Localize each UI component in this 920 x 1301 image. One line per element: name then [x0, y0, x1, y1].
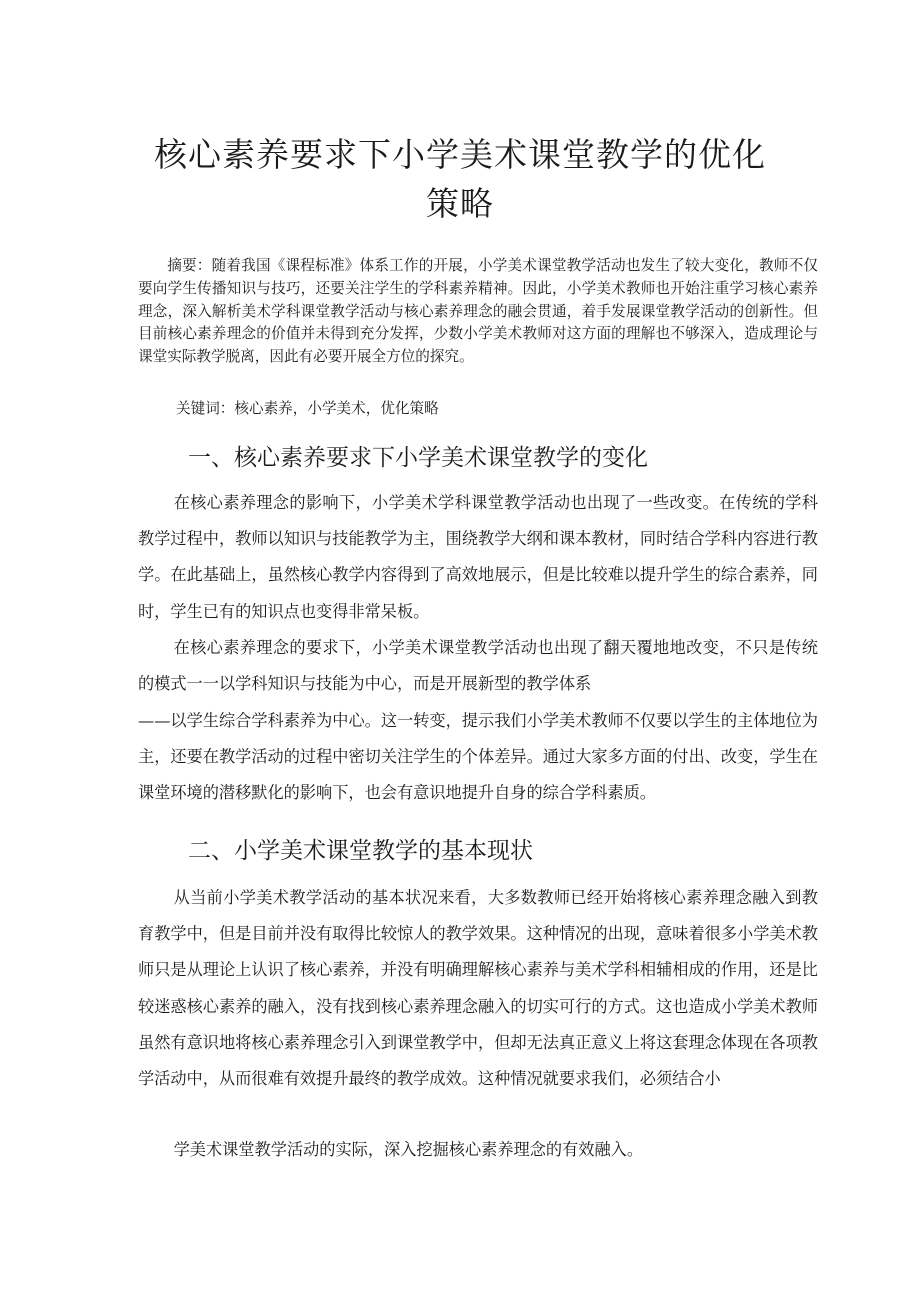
abstract: 摘要：随着我国《课程标准》体系工作的开展，小学美术课堂教学活动也发生了较大变化，教师不仅要向学生传播知识与技巧，还要关注学生的学科素养精神。因此，小学美术教师也开始注重学习核心素养理念，深入解析美术学科课堂教学活动与核心素养理念的融会贯通，着手发展课堂教学活动的创新性。但目前核心素养理念的价值并未得到充分发挥，少数小学美术教师对这方面的理解也不够深入，造成理论与课堂实际教学脱离，因此有必要开展全方位的探究。: [138, 257, 818, 366]
document-title-line-1: 核心素养要求下小学美术课堂教学的优化: [154, 135, 766, 174]
section-1-paragraph-2-continued: ——以学生综合学科素养为中心。这一转变，提示我们小学美术教师不仅要以学生的主体地位为主，还要在教学活动的过程中密切关注学生的个体差异。通过大家多方面的付出、改变，学生在课堂环境的潜移默化的影响下，也会有意识地提升自身的综合学科素质。: [138, 711, 818, 803]
section-1-paragraph-2: 在核心素养理念的要求下，小学美术课堂教学活动也出现了翻天覆地地改变，不只是传统的模式一一以学科知识与技能为中心，而是开展新型的教学体系: [138, 638, 818, 694]
section-2-heading: 二、小学美术课堂教学的基本现状: [188, 838, 533, 864]
section-2-paragraph-1: 从当前小学美术教学活动的基本状况来看，大多数教师已经开始将核心素养理念融入到教育教学中，但是目前并没有取得比较惊人的教学效果。这种情况的出现，意味着很多小学美术教师只是从理论上认识了核心素养，并没有明确理解核心素养与美术学科相辅相成的作用，还是比较迷惑核心素养的融入，没有找到核心素养理念融入的切实可行的方式。这也造成小学美术教师虽然有意识地将核心素养理念引入到课堂教学中，但却无法真正意义上将这套理念体现在各项教学活动中，从而很难有效提升最终的教学成效。这种情况就要求我们，必须结合小: [138, 888, 818, 1089]
document-title-line-2: 策略: [426, 184, 494, 223]
section-1-heading: 一、核心素养要求下小学美术课堂教学的变化: [188, 445, 648, 471]
section-2-paragraph-2: 学美术课堂教学活动的实际，深入挖掘核心素养理念的有效融入。: [173, 1140, 644, 1159]
section-1-paragraph-1: 在核心素养理念的影响下，小学美术学科课堂教学活动也出现了一些改变。在传统的学科教学过程中，教师以知识与技能教学为主，围绕教学大纲和课本教材，同时结合学科内容进行教学。在此基础上，虽然核心教学内容得到了高效地展示，但是比较难以提升学生的综合素养，同时，学生已有的知识点也变得非常呆板。: [138, 493, 818, 621]
keywords: 关键词：核心素养，小学美术，优化策略: [176, 400, 439, 417]
